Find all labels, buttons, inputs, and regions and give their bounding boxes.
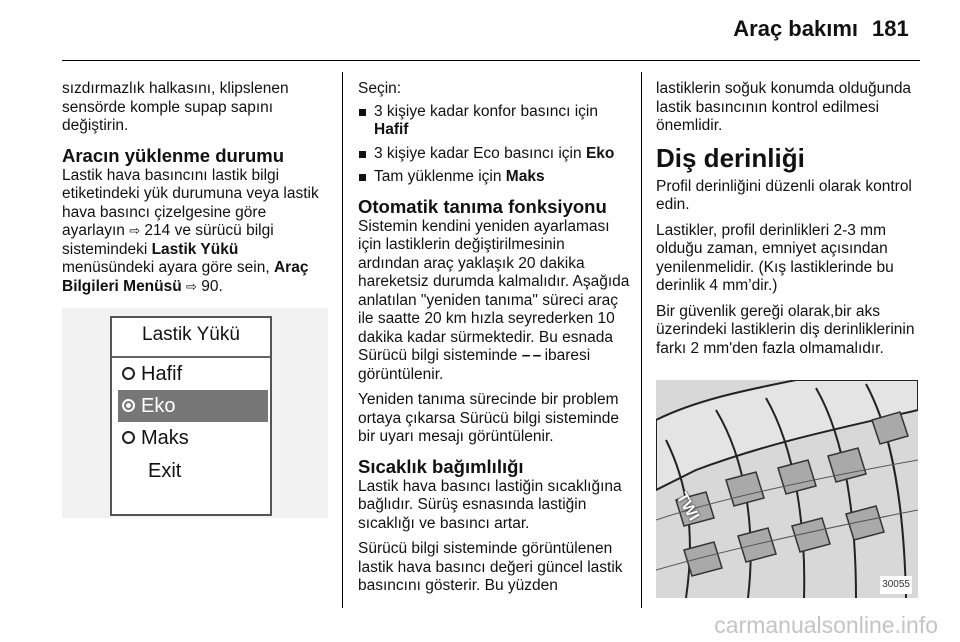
temp-paragraph-1: Lastik hava basıncı lastiğin sıcaklığına bağlıdır. Sürüş esnasında lastiğin sıcaklığı ve basıncı artar. [358, 477, 622, 532]
header-rule [62, 60, 920, 61]
option-bold: Maks [505, 168, 545, 185]
intro-paragraph: sızdırmazlık halkasını, klipslenen sensörde komple supap sapını değiştirin. [62, 80, 289, 134]
temp-paragraph-2: Sürücü bilgi sisteminde görüntülenen lastik hava basıncı değeri güncel lastik basıncını gösterir. Bu yüzden [358, 540, 623, 594]
radio-icon [122, 367, 135, 380]
radio-selected-icon [122, 399, 135, 412]
column-divider [342, 72, 343, 608]
load-paragraph [62, 167, 328, 297]
tread-paragraph-1: Profil derinliğini düzenli olarak kontrol edin. [656, 177, 912, 213]
auto-text-a: Sistemin kendini yeniden ayarlaması için lastiklerin değiştirilmesinin ardından araç yaklaşık 20 dakika hareketsiz durumda kalmalıdır. Aşağıda anlatılan "yeniden tanıma" süreci araç ile saatte 20 km hızla seyrederken 10 dakika kadar sürmektedir. Bu esnada Sürücü bilgi sisteminde [358, 217, 630, 364]
radio-icon [122, 431, 135, 444]
watermark: carmanualsonline.info [714, 612, 938, 638]
page-number: 181 [872, 16, 909, 41]
option-label: Maks [141, 427, 189, 449]
option-text: 3 kişiye kadar Eco basıncı için [374, 144, 586, 162]
tread-paragraph-2: Lastikler, profil derinlikleri 2-3 mm olduğu zaman, emniyet açısından yenilenmelidir. (Kış lastiklerinde bu derinlik 4 mm’dir.) [656, 221, 894, 294]
menu-name-lastik-yuku: Lastik Yükü [151, 240, 239, 258]
option-text: 3 kişiye kadar konfor basıncı için [374, 102, 598, 120]
figure-number: 30055 [880, 576, 912, 595]
display-screen [110, 316, 272, 516]
select-label: Seçin: [358, 80, 402, 97]
display-figure [62, 308, 328, 518]
header-title: Araç bakımı [733, 16, 858, 41]
option-label: Hafif [141, 363, 183, 385]
load-text-ref2: 90. [201, 277, 223, 295]
auto-paragraph [358, 218, 630, 385]
display-option-maks [118, 422, 268, 454]
load-text-c: menüsündeki ayara göre sein, [62, 259, 274, 276]
column-divider [641, 72, 642, 608]
load-text-a: Lastik hava basıncını lastik bilgi etiketindeki yük durumuna veya lastik hava basıncı çizelgesine göre ayarlayın [62, 166, 319, 239]
tread-paragraph-3: Bir güvenlik gereği olarak,bir aks üzerindeki lastiklerin diş derinliklerinin farkı 2 mm'den fazla olmamalıdır. [656, 302, 915, 357]
column-2 [358, 80, 630, 603]
column-3 [656, 80, 922, 598]
column-1 [62, 80, 328, 518]
display-title: Lastik Yükü [112, 318, 270, 358]
twi-label: TWI [672, 489, 703, 524]
section-heading-tread: Diş derinliği [656, 142, 805, 173]
section-heading-auto: Otomatik tanıma fonksiyonu [358, 195, 607, 217]
dashes-symbol: – – [521, 347, 541, 364]
menu-name-arac-bilgileri: Araç Bilgileri Menüsü [62, 259, 309, 295]
option-bold: Eko [585, 144, 615, 162]
display-option-hafif [118, 358, 268, 390]
page-ref-arrow-icon: ⇨ [186, 278, 197, 294]
option-label: Eko [141, 395, 176, 417]
recognition-paragraph: Yeniden tanıma sürecinde bir problem ortaya çıkarsa Sürücü bilgi sisteminde bir uyarı mesajı görüntülenir. [358, 391, 620, 445]
page-ref-arrow-icon: ⇨ [129, 223, 141, 238]
option-list [358, 103, 630, 187]
section-heading-load: Aracın yüklenme durumu [62, 144, 285, 166]
list-item [358, 145, 630, 164]
option-bold: Hafif [374, 121, 409, 138]
list-item [358, 103, 630, 140]
tire-figure [656, 380, 918, 598]
load-text-ref: 214 ve sürücü bilgi sistemindeki [62, 222, 274, 258]
auto-text-b: ibaresi görüntülenir. [358, 347, 591, 383]
option-text: Tam yüklenme için [374, 168, 506, 185]
display-option-eko [118, 390, 268, 422]
display-exit: Exit [148, 460, 182, 482]
cold-paragraph: lastiklerin soğuk konumda olduğunda lastik basıncının kontrol edilmesi önemlidir. [656, 80, 912, 134]
list-item [358, 168, 630, 187]
section-heading-temp: Sıcaklık bağımlılığı [358, 455, 524, 477]
tire-tread-illustration [656, 380, 918, 598]
